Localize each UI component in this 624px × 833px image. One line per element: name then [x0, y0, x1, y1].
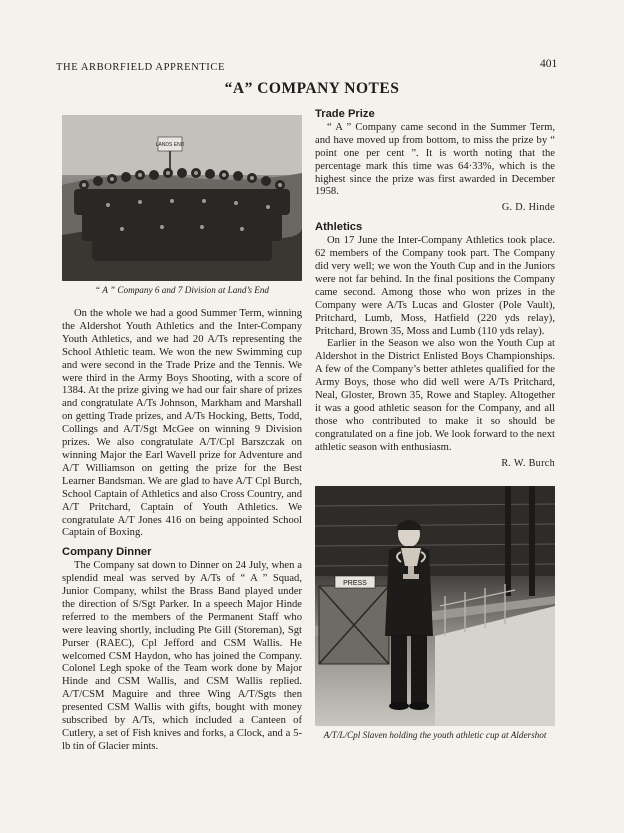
running-head: THE ARBORFIELD APPRENTICE [56, 62, 226, 73]
cup-photo-caption: A/T/L/Cpl Slaven holding the youth athletic cup at Aldershot [323, 730, 547, 741]
trade-prize-paragraph: “ A ” Company came second in the Summer Term, and have moved up from bottom, to miss the prize by “ point one per cent ”. It is worth noting that the percentage mark this time was 64·33%, which is the highest since the prize was first awarded in December 1958. [315, 121, 555, 198]
athletics-paragraph-1: On 17 June the Inter-Company Athletics took place. 62 members of the Company took part. The Company did very well; we won the Youth Cup and in the Juniors were not far behind. In the final positions the Company came second. Among those who won prizes in the Company were A/Ts Lucas and Gloster (Pole Vault), Pritchard, Lumb, Moss, Hatfield (220 yds relay), Pritchard, Brown 35, Moss and Lumb (110 yds relay). [315, 235, 555, 337]
page-title: “A” COMPANY NOTES [224, 80, 400, 97]
right-column [315, 108, 555, 753]
cup-photo-block [315, 486, 555, 741]
company-dinner-heading: Company Dinner [62, 546, 152, 559]
athletics-paragraph-2: Earlier in the Season we also won the Youth Cup at Aldershot in the District Enlisted Boys Championships. A few of the Company’s better athletes qualified for the Army Boys, those who did well were A/Ts Pritchard, Neal, Gloster, Brown 35, Rowe and Stapley. Altogether it was a good athletic season for the Company, and all those who contributed to make it so should be congratulated on a fine job. We look forward to the next athletic season with enthusiasm. [315, 338, 555, 453]
left-column [62, 115, 302, 754]
cup-photo-image [315, 486, 555, 726]
trade-prize-signature: G. D. Hinde [501, 202, 555, 214]
athletics-signature: R. W. Burch [501, 457, 555, 469]
group-photo-caption: “ A ” Company 6 and 7 Division at Land’s End [94, 285, 270, 295]
trade-prize-heading: Trade Prize [315, 108, 375, 120]
lands-end-sign-text: LANDS END [155, 142, 185, 148]
athletics-heading: Athletics [315, 221, 363, 234]
press-sign-text: PRESS [343, 580, 367, 588]
intro-paragraph: On the whole we had a good Summer Term, winning the Aldershot Youth Athletics and the Inter-Company Youth Athletics, and we had 20 A/Ts representing the School Athletic team. We won the new Swimming cup and were second in the Trade Prize and the Tennis. We were third in the Army Boys Shooting, with a score of 1384. At the prize giving we had our fair share of prizes and congratulate A/Ts Johnson, Markham and Marshall on getting Trade prizes, and A/Ts Hocking, Betts, Todd, Collings and A/T/Sgt McGee on winning 9 Division prizes. We also congratulate A/T/Cpl Barszczak on winning Major the Earl Wavell prize for Adventure and A/T Williamson on getting the prize for the Best Learner Bandsman. We are glad to have A/T Cpl Burch, School Captain of Athletics and also Cross Country, and A/T Pritchard, Captain of Youth Athletics. We congratulate A/T Jones 416 on being appointed School Captain of Boxing. [62, 308, 302, 539]
page-number: 401 [540, 58, 558, 70]
group-photo [62, 115, 302, 281]
cup-photo [315, 486, 555, 726]
group-photo-image [62, 115, 302, 281]
company-dinner-paragraph: The Company sat down to Dinner on 24 July, when a splendid meal was served by A/Ts of “ A ” Squad, Junior Company, whilst the Brass Band played under the direction of S/Sgt Parker. In a speech Major Hinde referred to the members of the Permanent Staff who were leaving shortly, including Pte Gill (Storeman), Sgt Purser (RAEC), Cpl Jefford and CSM Wallis. He welcomed CSM Haydon, who has joined the Company. Colonel Legh spoke of the Team work done by Major Hinde and CSM Wallis, and CSM Wallis replied. A/T/CSM Maguire and three Wing A/T/Sgts then presented CSM Wallis with gifts, bought with money subscribed by A/Ts, which included a Canteen of Cutlery, a set of Fish knives and forks, a Clock, and a 5-lb tin of Glacier mints. [62, 560, 302, 752]
